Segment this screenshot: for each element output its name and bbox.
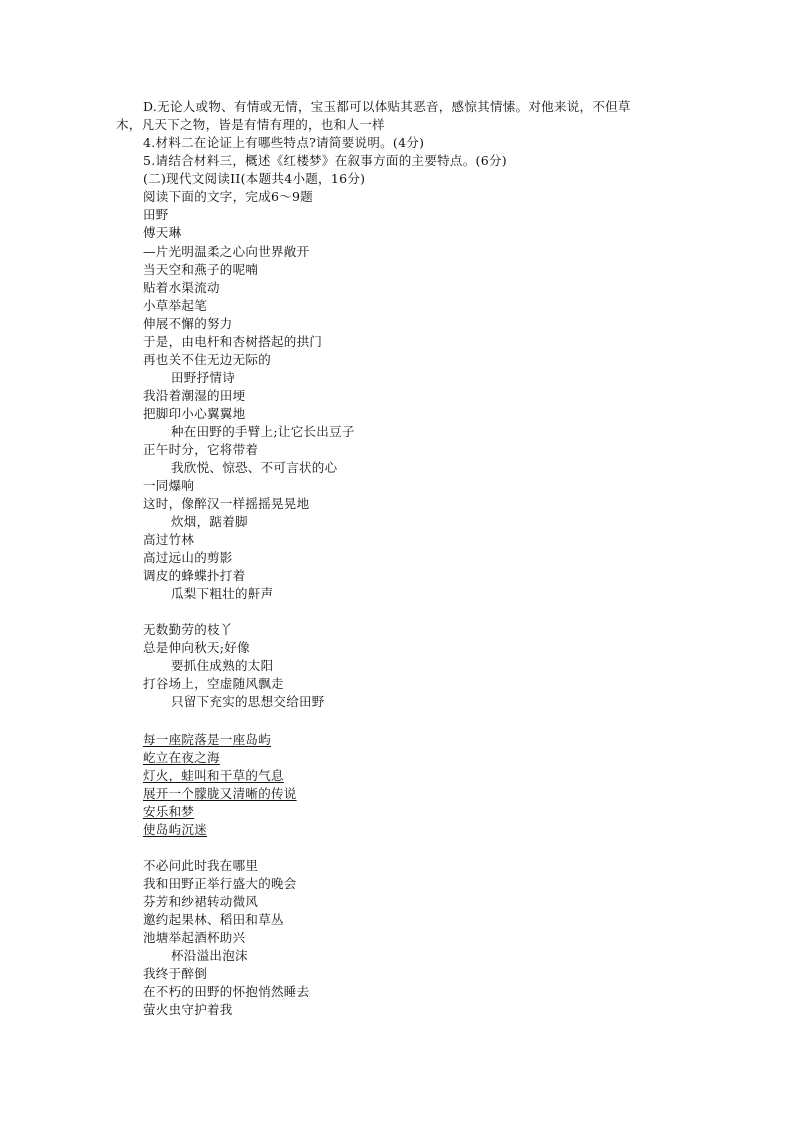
poem-line: 一同爆响 bbox=[143, 478, 195, 493]
poem-line: 我和田野正举行盛大的晚会 bbox=[143, 876, 297, 891]
underlined-poem-line: 每一座院落是一座岛屿 bbox=[143, 732, 272, 747]
poem-line: 把脚印小心翼翼地 bbox=[143, 406, 246, 421]
poem-line: 打谷场上，空虚随风飘走 bbox=[143, 676, 284, 691]
poem-line: 伸展不懈的努力 bbox=[143, 316, 233, 331]
poem-line: 调皮的蜂蝶扑打着 bbox=[143, 568, 246, 583]
poem-line: 田野抒情诗 bbox=[171, 370, 236, 385]
poem-line: 于是，由电杆和杏树搭起的拱门 bbox=[143, 334, 323, 349]
text-line: 木，凡天下之物，皆是有情有理的，也和人一样 bbox=[116, 117, 385, 132]
poem-line: 炊烟，踮着脚 bbox=[171, 514, 248, 529]
poem-line: 贴着水渠流动 bbox=[143, 280, 220, 295]
poem-line: 在不朽的田野的怀抱悄然睡去 bbox=[143, 984, 310, 999]
underlined-poem-line: 展开一个朦胧又清晰的传说 bbox=[143, 786, 297, 801]
poem-line: 这时，像醉汉一样摇摇晃晃地 bbox=[143, 496, 310, 511]
poem-line: 瓜梨下粗壮的鼾声 bbox=[171, 586, 274, 601]
poem-line: 邀约起果林、稻田和草丛 bbox=[143, 912, 284, 927]
poem-line: 不必问此时我在哪里 bbox=[143, 858, 259, 873]
section-heading: (二)现代文阅读II(本题共4小题，16分) bbox=[143, 171, 366, 186]
poem-line: —片光明温柔之心向世界敞开 bbox=[143, 244, 310, 259]
poem-line: 芬芳和纱裙转动微风 bbox=[143, 894, 259, 909]
poem-line: 我欣悦、惊恐、不可言状的心 bbox=[171, 460, 338, 475]
poem-title: 田野 bbox=[143, 207, 169, 222]
instruction: 阅读下面的文字，完成6～9题 bbox=[143, 189, 314, 204]
question-4: 4.材料二在论证上有哪些特点?请简要说明。(4分) bbox=[143, 135, 425, 150]
underlined-poem-line: 安乐和梦 bbox=[143, 804, 195, 819]
poem-line: 我终于醉倒 bbox=[143, 966, 208, 981]
poem-line: 只留下充实的思想交给田野 bbox=[171, 694, 325, 709]
text-line: D.无论人或物、有情或无情，宝玉都可以体贴其恶音，感惊其情愫。对他来说，不但草 bbox=[143, 99, 631, 114]
poem-line: 高过远山的剪影 bbox=[143, 550, 233, 565]
poem-line: 小草举起笔 bbox=[143, 298, 208, 313]
poem-line: 种在田野的手臂上;让它长出豆子 bbox=[171, 424, 355, 439]
question-5: 5.请结合材料三，概述《红楼梦》在叙事方面的主要特点。(6分) bbox=[143, 153, 507, 168]
poem-line: 再也关不住无边无际的 bbox=[143, 352, 272, 367]
poem-line: 杯沿溢出泡沫 bbox=[171, 948, 248, 963]
poem-line: 我沿着潮湿的田埂 bbox=[143, 388, 246, 403]
underlined-poem-line: 使岛屿沉迷 bbox=[143, 822, 208, 837]
poem-line: 无数勤劳的枝丫 bbox=[143, 622, 233, 637]
poem-line: 总是伸向秋天;好像 bbox=[143, 640, 250, 655]
poem-line: 要抓住成熟的太阳 bbox=[171, 658, 274, 673]
underlined-poem-line: 灯火，蛙叫和干草的气息 bbox=[143, 768, 284, 783]
poem-line: 高过竹林 bbox=[143, 532, 195, 547]
underlined-poem-line: 屹立在夜之海 bbox=[143, 750, 220, 765]
poem-line: 正午时分，它将带着 bbox=[143, 442, 259, 457]
poem-line: 萤火虫守护着我 bbox=[143, 1002, 233, 1017]
poem-line: 池塘举起酒杯助兴 bbox=[143, 930, 246, 945]
poem-author: 傅天琳 bbox=[143, 225, 182, 240]
poem-line: 当天空和燕子的呢喃 bbox=[143, 262, 259, 277]
